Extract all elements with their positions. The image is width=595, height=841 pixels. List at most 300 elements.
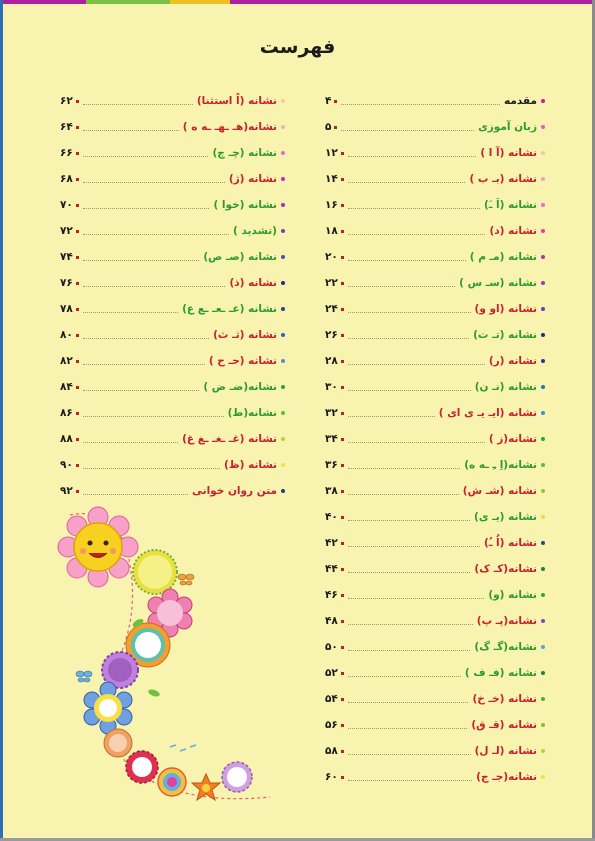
page-number-group	[60, 407, 79, 419]
page-number-group	[325, 771, 344, 783]
square-marker-icon	[341, 542, 344, 545]
page-number-group	[325, 147, 344, 159]
toc-row	[325, 530, 545, 556]
square-marker-icon	[341, 490, 344, 493]
toc-row	[325, 660, 545, 686]
toc-page-number: ۷۲	[60, 225, 73, 237]
toc-row	[325, 270, 545, 296]
toc-row	[325, 88, 545, 114]
toc-page-number: ۹۰	[60, 459, 73, 471]
square-marker-icon	[341, 646, 344, 649]
square-marker-icon	[341, 438, 344, 441]
dot-leader	[83, 286, 226, 287]
top-border-accent-green	[86, 0, 170, 4]
bullet-dot-icon	[281, 229, 285, 233]
toc-entry-label: مقدمه	[504, 95, 537, 107]
page-number-group	[60, 303, 79, 315]
toc-row	[60, 478, 285, 504]
dot-leader	[348, 494, 459, 495]
page-number-group	[325, 121, 337, 133]
page-number-group	[325, 303, 344, 315]
toc-row	[60, 192, 285, 218]
dot-leader	[348, 364, 485, 365]
square-marker-icon	[76, 204, 79, 207]
toc-entry-label: نشانه (عـ ـعـ ـع ع)	[182, 303, 277, 315]
dot-leader	[348, 676, 461, 677]
page-number-group	[60, 199, 79, 211]
square-marker-icon	[341, 750, 344, 753]
toc-page-number: ۲۶	[325, 329, 338, 341]
dot-leader	[83, 390, 200, 391]
toc-entry-label: نشانه (ذ)	[229, 277, 277, 289]
dot-leader	[348, 624, 473, 625]
dot-leader	[348, 572, 471, 573]
left-border	[0, 0, 3, 841]
toc-entry-label: زبان آموزی	[478, 121, 537, 133]
dot-leader	[348, 702, 469, 703]
dot-leader	[341, 130, 474, 131]
bullet-dot-icon	[541, 281, 545, 285]
square-marker-icon	[76, 334, 79, 337]
bullet-dot-icon	[541, 203, 545, 207]
toc-row	[325, 140, 545, 166]
toc-page-number: ۳۴	[325, 433, 338, 445]
square-marker-icon	[76, 178, 79, 181]
bullet-dot-icon	[281, 463, 285, 467]
page-number-group	[60, 329, 79, 341]
toc-entry-label: نشانه (تـ ت)	[473, 329, 537, 341]
toc-row	[60, 166, 285, 192]
bullet-dot-icon	[281, 255, 285, 259]
toc-entry-label: نشانه(ز )	[488, 433, 537, 445]
page-number-group	[325, 615, 344, 627]
toc-row	[60, 296, 285, 322]
page-number-group	[325, 329, 344, 341]
toc-entry-label: نشانه (صـ ص)	[203, 251, 277, 263]
toc-row	[60, 88, 285, 114]
page-number-group	[60, 225, 79, 237]
page-number-group	[60, 251, 79, 263]
dot-leader	[83, 494, 188, 495]
toc-entry-label: نشانه (چـ چ)	[212, 147, 277, 159]
bullet-dot-icon	[541, 645, 545, 649]
page-number-group	[60, 121, 79, 133]
toc-page-number: ۴	[325, 95, 332, 107]
page-number-group	[325, 173, 344, 185]
toc-row	[325, 504, 545, 530]
toc-page-number: ۸۶	[60, 407, 73, 419]
bullet-dot-icon	[541, 593, 545, 597]
square-marker-icon	[341, 698, 344, 701]
toc-entry-label: نشانه (او و)	[474, 303, 537, 315]
toc-page-number: ۲۰	[325, 251, 338, 263]
square-marker-icon	[76, 490, 79, 493]
square-marker-icon	[341, 178, 344, 181]
toc-entry-label: نشانه (ر)	[488, 355, 537, 367]
bullet-dot-icon	[281, 281, 285, 285]
toc-page-number: ۶۶	[60, 147, 73, 159]
toc-row	[60, 218, 285, 244]
square-marker-icon	[341, 360, 344, 363]
toc-row	[325, 426, 545, 452]
toc-page-number: ۶۴	[60, 121, 73, 133]
page-number-group	[60, 355, 79, 367]
page-number-group	[325, 199, 344, 211]
toc-page-number: ۱۴	[325, 173, 338, 185]
toc-entry-label: نشانه(کـ ک)	[474, 563, 537, 575]
toc-row	[325, 738, 545, 764]
dot-leader	[348, 390, 471, 391]
dot-leader	[348, 780, 472, 781]
bullet-dot-icon	[541, 99, 545, 103]
bullet-dot-icon	[541, 515, 545, 519]
bullet-dot-icon	[541, 749, 545, 753]
dot-leader	[83, 338, 209, 339]
bullet-dot-icon	[541, 437, 545, 441]
toc-row	[325, 348, 545, 374]
bullet-dot-icon	[541, 775, 545, 779]
bullet-dot-icon	[281, 125, 285, 129]
square-marker-icon	[76, 100, 79, 103]
toc-row	[325, 712, 545, 738]
dot-leader	[83, 468, 220, 469]
bullet-dot-icon	[281, 177, 285, 181]
toc-row	[325, 296, 545, 322]
square-marker-icon	[341, 568, 344, 571]
bullet-dot-icon	[541, 567, 545, 571]
page-number-group	[325, 433, 344, 445]
bullet-dot-icon	[541, 463, 545, 467]
toc-page-number: ۷۸	[60, 303, 73, 315]
bullet-dot-icon	[541, 671, 545, 675]
bullet-dot-icon	[541, 151, 545, 155]
toc-page-number: ۵۸	[325, 745, 338, 757]
toc-page-number: ۷۰	[60, 199, 73, 211]
square-marker-icon	[341, 724, 344, 727]
toc-page-number: ۲۸	[325, 355, 338, 367]
toc-row	[60, 348, 285, 374]
toc-row	[325, 166, 545, 192]
toc-entry-label: نشانه (خـ خ)	[472, 693, 537, 705]
dot-leader	[348, 754, 471, 755]
toc-row	[325, 322, 545, 348]
bullet-dot-icon	[281, 307, 285, 311]
toc-entry-label: نشانه (حـ ح )	[208, 355, 277, 367]
dot-leader	[348, 728, 468, 729]
square-marker-icon	[341, 282, 344, 285]
dot-leader	[348, 546, 480, 547]
square-marker-icon	[341, 204, 344, 207]
toc-row	[325, 686, 545, 712]
toc-row	[325, 452, 545, 478]
page-number-group	[60, 381, 79, 393]
toc-entry-label: نشانه(هـ ـهـ ـه ه )	[182, 121, 277, 133]
toc-entry-label: نشانه (اً استثنا)	[196, 95, 277, 107]
toc-page-number: ۹۲	[60, 485, 73, 497]
square-marker-icon	[341, 620, 344, 623]
square-marker-icon	[76, 282, 79, 285]
toc-page-number: ۱۶	[325, 199, 338, 211]
toc-entry-label: نشانه (و)	[488, 589, 537, 601]
toc-entry-label: نشانه (ظ)	[223, 459, 277, 471]
toc-page-number: ۶۲	[60, 95, 73, 107]
toc-row	[325, 400, 545, 426]
toc-entry-label: نشانه (ثـ ث)	[213, 329, 277, 341]
toc-entry-label: نشانه(ضـ ض )	[203, 381, 277, 393]
toc-row	[325, 374, 545, 400]
page-number-group	[325, 511, 344, 523]
bullet-dot-icon	[541, 359, 545, 363]
square-marker-icon	[76, 360, 79, 363]
flowers-decoration-icon	[50, 505, 280, 815]
page-number-group	[60, 485, 79, 497]
square-marker-icon	[341, 672, 344, 675]
dot-leader	[83, 234, 229, 235]
page-number-group	[60, 173, 79, 185]
dot-leader	[348, 208, 480, 209]
toc-page-number: ۸۴	[60, 381, 73, 393]
toc-entry-label: نشانه (خوا )	[213, 199, 277, 211]
page-number-group	[60, 459, 79, 471]
toc-entry-label: نشانه (اُ ـُ)	[484, 537, 537, 549]
bullet-dot-icon	[541, 541, 545, 545]
page-number-group	[325, 589, 344, 601]
bullet-dot-icon	[541, 619, 545, 623]
bullet-dot-icon	[281, 385, 285, 389]
toc-page-number: ۵۴	[325, 693, 338, 705]
toc-column-left	[60, 88, 285, 504]
toc-row	[325, 608, 545, 634]
bullet-dot-icon	[281, 99, 285, 103]
square-marker-icon	[76, 126, 79, 129]
toc-entry-label: نشانه (قـ ق)	[471, 719, 537, 731]
toc-page-number: ۵۲	[325, 667, 338, 679]
toc-page-number: ۴۰	[325, 511, 338, 523]
toc-entry-label: نشانه (آ ا )	[480, 147, 537, 159]
dot-leader	[348, 234, 486, 235]
toc-entry-label: نشانه (ایـ یـ ی ای )	[438, 407, 537, 419]
toc-column-right	[325, 88, 545, 790]
page-number-group	[325, 745, 344, 757]
dot-leader	[348, 416, 435, 417]
bullet-dot-icon	[541, 385, 545, 389]
toc-row	[325, 478, 545, 504]
square-marker-icon	[341, 230, 344, 233]
page-number-group	[325, 693, 344, 705]
bullet-dot-icon	[541, 723, 545, 727]
toc-entry-label: نشانه(پـ پ)	[476, 615, 537, 627]
dot-leader	[348, 468, 460, 469]
dot-leader	[348, 442, 485, 443]
bullet-dot-icon	[541, 255, 545, 259]
toc-page-number: ۲۴	[325, 303, 338, 315]
bullet-dot-icon	[541, 697, 545, 701]
toc-row	[325, 192, 545, 218]
page-title: فهرست	[259, 36, 336, 58]
toc-row	[60, 244, 285, 270]
toc-page-number: ۵۰	[325, 641, 338, 653]
page-number-group	[325, 485, 344, 497]
page-number-group	[325, 459, 344, 471]
square-marker-icon	[341, 256, 344, 259]
bullet-dot-icon	[541, 125, 545, 129]
dot-leader	[83, 182, 225, 183]
bullet-dot-icon	[281, 333, 285, 337]
bullet-dot-icon	[541, 489, 545, 493]
square-marker-icon	[341, 412, 344, 415]
toc-row	[325, 218, 545, 244]
dot-leader	[83, 208, 210, 209]
dot-leader	[341, 104, 500, 105]
toc-page-number: ۶۸	[60, 173, 73, 185]
square-marker-icon	[76, 438, 79, 441]
toc-row	[60, 322, 285, 348]
square-marker-icon	[334, 126, 337, 129]
toc-page-number: ۲۲	[325, 277, 338, 289]
dot-leader	[348, 260, 466, 261]
toc-entry-label: نشانه(ط)	[227, 407, 277, 419]
page-number-group	[325, 225, 344, 237]
square-marker-icon	[76, 412, 79, 415]
dot-leader	[83, 442, 178, 443]
toc-entry-label: نشانه (مـ م )	[469, 251, 537, 263]
toc-row	[60, 426, 285, 452]
toc-entry-label: نشانه(اِ ـِ ـه ه)	[464, 459, 537, 471]
bullet-dot-icon	[281, 489, 285, 493]
square-marker-icon	[76, 386, 79, 389]
dot-leader	[83, 104, 193, 105]
dot-leader	[348, 156, 477, 157]
toc-page-number: ۸۸	[60, 433, 73, 445]
page-number-group	[325, 407, 344, 419]
page-number-group	[325, 95, 337, 107]
page-number-group	[60, 433, 79, 445]
bullet-dot-icon	[541, 333, 545, 337]
dot-leader	[348, 182, 466, 183]
bullet-dot-icon	[541, 229, 545, 233]
dot-leader	[348, 338, 469, 339]
page-number-group	[325, 381, 344, 393]
square-marker-icon	[341, 516, 344, 519]
toc-entry-label: نشانه (غـ ـغـ ـغ غ)	[182, 433, 277, 445]
toc-entry-label: نشانه(جـ ج)	[476, 771, 537, 783]
toc-entry-label: نشانه (نـ ن)	[474, 381, 537, 393]
page-number-group	[60, 277, 79, 289]
toc-entry-label: نشانه (ژ)	[228, 173, 277, 185]
toc-row	[325, 114, 545, 140]
toc-row	[325, 634, 545, 660]
toc-row	[325, 244, 545, 270]
square-marker-icon	[341, 776, 344, 779]
square-marker-icon	[341, 386, 344, 389]
toc-page-number: ۳۰	[325, 381, 338, 393]
toc-entry-label: نشانه (د)	[489, 225, 537, 237]
toc-row	[60, 400, 285, 426]
bullet-dot-icon	[281, 151, 285, 155]
dot-leader	[348, 650, 471, 651]
page-number-group	[325, 641, 344, 653]
toc-page-number: ۸۰	[60, 329, 73, 341]
bullet-dot-icon	[281, 203, 285, 207]
square-marker-icon	[341, 594, 344, 597]
toc-page-number: ۵۶	[325, 719, 338, 731]
toc-page-number: ۴۴	[325, 563, 338, 575]
square-marker-icon	[76, 256, 79, 259]
toc-entry-label: نشانه (لـ ل)	[474, 745, 537, 757]
toc-row	[325, 556, 545, 582]
toc-row	[325, 764, 545, 790]
toc-entry-label: متن روان خوانی	[192, 485, 277, 497]
page-number-group	[60, 95, 79, 107]
square-marker-icon	[341, 334, 344, 337]
square-marker-icon	[76, 308, 79, 311]
dot-leader	[83, 364, 205, 365]
dot-leader	[83, 156, 209, 157]
page-number-group	[325, 355, 344, 367]
toc-row	[60, 270, 285, 296]
toc-entry-label: (تشدید )	[233, 225, 277, 237]
square-marker-icon	[76, 464, 79, 467]
toc-row	[60, 374, 285, 400]
dot-leader	[83, 312, 178, 313]
toc-page-number: ۳۶	[325, 459, 338, 471]
toc-page-number: ۱۸	[325, 225, 338, 237]
square-marker-icon	[341, 308, 344, 311]
toc-page-number: ۸۲	[60, 355, 73, 367]
bullet-dot-icon	[281, 411, 285, 415]
toc-page-number: ۷۴	[60, 251, 73, 263]
square-marker-icon	[76, 152, 79, 155]
toc-page-number: ۴۸	[325, 615, 338, 627]
dot-leader	[348, 598, 485, 599]
toc-page-number: ۳۸	[325, 485, 338, 497]
square-marker-icon	[334, 100, 337, 103]
square-marker-icon	[76, 230, 79, 233]
toc-entry-label: نشانه (یـ ی)	[474, 511, 537, 523]
dot-leader	[83, 416, 224, 417]
dot-leader	[83, 130, 179, 131]
toc-page-number: ۵	[325, 121, 332, 133]
toc-entry-label: نشانه (اَ ـَ)	[484, 199, 537, 211]
toc-page-number: ۱۲	[325, 147, 338, 159]
toc-entry-label: نشانه (بـ ب )	[469, 173, 537, 185]
page-number-group	[325, 563, 344, 575]
toc-page-number: ۷۶	[60, 277, 73, 289]
toc-page-number: ۴۶	[325, 589, 338, 601]
toc-entry-label: نشانه (سـ س )	[459, 277, 537, 289]
page-number-group	[60, 147, 79, 159]
toc-page-number: ۳۲	[325, 407, 338, 419]
dot-leader	[348, 520, 470, 521]
toc-entry-label: نشانه (فـ ف )	[464, 667, 537, 679]
square-marker-icon	[341, 152, 344, 155]
toc-page-number: ۶۰	[325, 771, 338, 783]
page-number-group	[325, 537, 344, 549]
bullet-dot-icon	[281, 359, 285, 363]
page-number-group	[325, 277, 344, 289]
dot-leader	[83, 260, 200, 261]
toc-row	[60, 114, 285, 140]
toc-row	[60, 140, 285, 166]
toc-row	[325, 582, 545, 608]
toc-entry-label: نشانه(گـ گ)	[474, 641, 537, 653]
dot-leader	[348, 286, 455, 287]
toc-entry-label: نشانه (شـ ش)	[462, 485, 537, 497]
toc-row	[60, 452, 285, 478]
bullet-dot-icon	[541, 177, 545, 181]
bullet-dot-icon	[281, 437, 285, 441]
page-number-group	[325, 719, 344, 731]
